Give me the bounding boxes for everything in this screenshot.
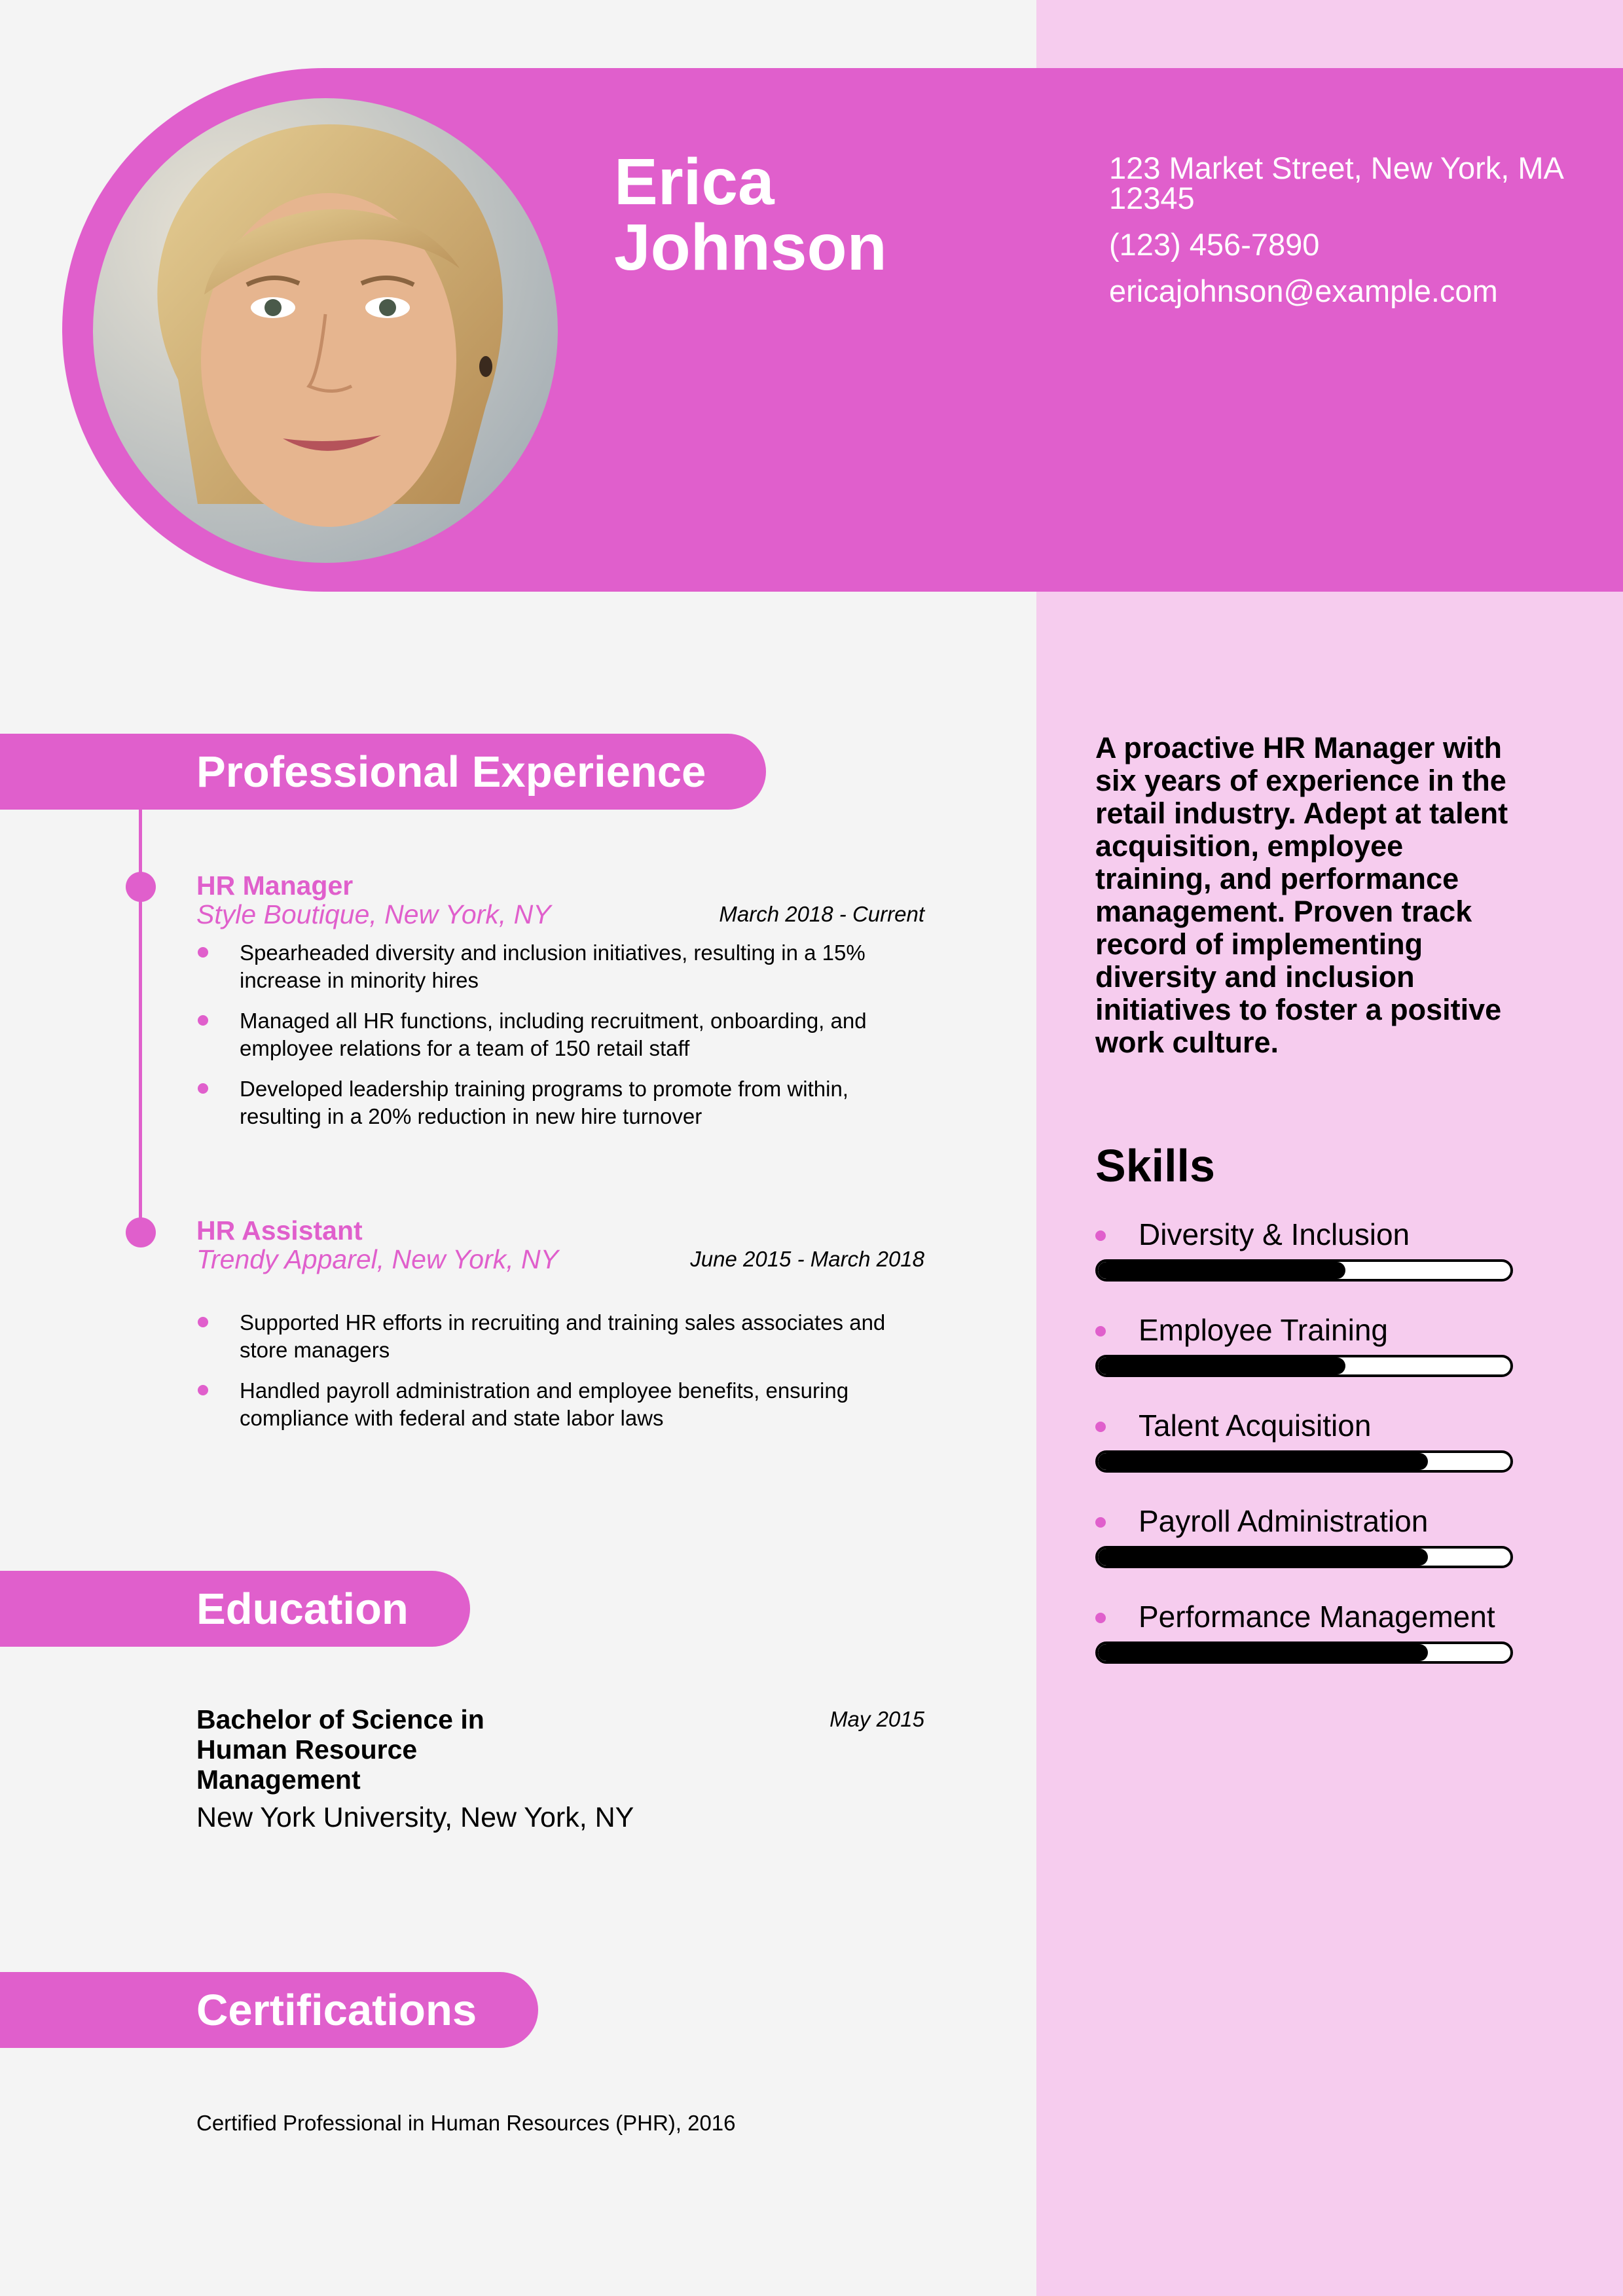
- skill-level-fill: [1098, 1357, 1345, 1374]
- experience-heading-banner: [0, 734, 766, 810]
- experience-heading: Professional Experience: [196, 747, 706, 797]
- skills-heading: Skills: [1095, 1140, 1215, 1191]
- skill-label: Employee Training: [1095, 1313, 1512, 1347]
- school: New York University, New York, NY: [196, 1802, 634, 1833]
- job-dates: June 2015 - March 2018: [690, 1247, 924, 1271]
- profile-photo: [93, 98, 558, 563]
- timeline-dot: [126, 872, 156, 902]
- job-bullets: [196, 939, 924, 1143]
- certifications-heading-banner: [0, 1972, 538, 2048]
- skill-item: [1095, 1408, 1512, 1473]
- job-entry: [196, 870, 924, 1128]
- job-company: Trendy Apparel, New York, NY: [196, 1244, 558, 1274]
- list-item: Managed all HR functions, including recruitment, onboarding, and employee relations for a team of 150 retail staff: [196, 1007, 924, 1062]
- certifications-heading: Certifications: [196, 1986, 477, 2035]
- list-item: Developed leadership training programs to promote from within, resulting in a 20% reduction in new hire turnover: [196, 1075, 924, 1130]
- education-heading: Education: [196, 1585, 409, 1634]
- skill-item: [1095, 1600, 1512, 1664]
- contact-info: [1109, 153, 1567, 323]
- job-title: HR Assistant: [196, 1215, 363, 1246]
- first-name: Erica: [614, 145, 775, 219]
- skill-label: Performance Management: [1095, 1600, 1512, 1634]
- job-entry: [196, 1215, 924, 1430]
- skill-item: [1095, 1217, 1512, 1282]
- skill-level-fill: [1098, 1453, 1428, 1470]
- skill-level-fill: [1098, 1262, 1345, 1279]
- skill-label: Diversity & Inclusion: [1095, 1217, 1512, 1251]
- skill-level-fill: [1098, 1644, 1428, 1661]
- job-company: Style Boutique, New York, NY: [196, 899, 551, 929]
- job-bullets: [196, 1309, 924, 1445]
- education-heading-banner: [0, 1571, 470, 1647]
- skill-item: [1095, 1504, 1512, 1568]
- skill-item: [1095, 1313, 1512, 1377]
- list-item: Supported HR efforts in recruiting and training sales associates and store managers: [196, 1309, 924, 1364]
- skill-label: Talent Acquisition: [1095, 1408, 1512, 1443]
- job-dates: March 2018 - Current: [719, 902, 924, 926]
- skill-level-bar: [1095, 1641, 1513, 1664]
- education-entry: [196, 1704, 924, 1834]
- skill-label: Payroll Administration: [1095, 1504, 1512, 1538]
- skill-level-bar: [1095, 1450, 1513, 1473]
- email-text: ericajohnson@example.com: [1109, 274, 1498, 308]
- education-date: May 2015: [830, 1707, 924, 1731]
- list-item: Spearheaded diversity and inclusion initiatives, resulting in a 15% increase in minority hires: [196, 939, 924, 994]
- address-text: 123 Market Street, New York, MA 12345: [1109, 151, 1563, 215]
- phone-text: (123) 456-7890: [1109, 227, 1320, 262]
- skill-level-bar: [1095, 1355, 1513, 1377]
- skill-level-bar: [1095, 1546, 1513, 1568]
- skill-level-fill: [1098, 1549, 1428, 1566]
- degree: Bachelor of Science in Human Resource Management: [196, 1704, 484, 1795]
- candidate-name: [614, 145, 1007, 284]
- list-item: Handled payroll administration and employee benefits, ensuring compliance with federal and state labor laws: [196, 1377, 924, 1432]
- timeline-dot: [126, 1217, 156, 1247]
- certification-item: Certified Professional in Human Resources (PHR), 2016: [196, 2111, 736, 2135]
- profile-summary: A proactive HR Manager with six years of experience in the retail industry. Adept at talent acquisition, employee training, and performance management. Proven track record of implementing diversity and inclusion initiatives to foster a positive work culture.: [1095, 731, 1508, 1059]
- skill-level-bar: [1095, 1259, 1513, 1282]
- job-title: HR Manager: [196, 870, 354, 901]
- last-name: Johnson: [614, 211, 887, 284]
